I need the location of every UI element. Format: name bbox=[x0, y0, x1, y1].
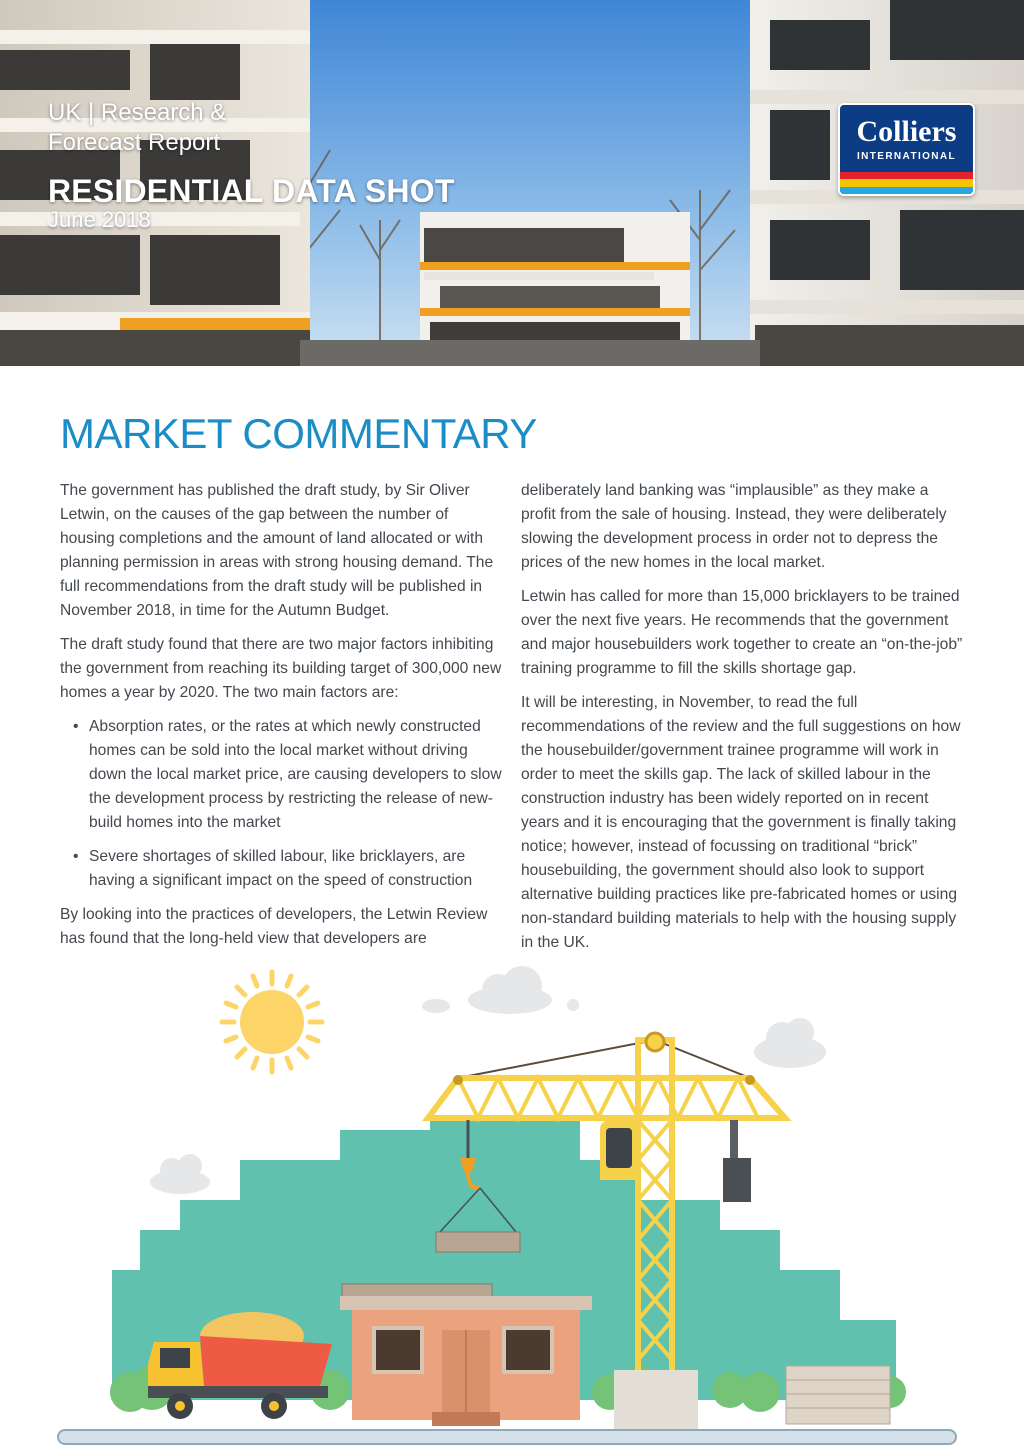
cloud-icon bbox=[754, 1018, 826, 1068]
sun-icon bbox=[222, 972, 322, 1072]
paragraph: It will be interesting, in November, to read the full recommendations of the review and the full suggestions on how the housebuilder/government trainee programme will work in order to meet the skills gap. The lack of skilled labour in the construction industry has been widely reported on in recent years and it is encouraging that the government is finally taking notice; however, instead of focussing on traditional “brick” housebuilding, the government should also look to support alternative building practices like pre-fabricated homes or using non-standard building materials to help with the housing supply in the UK. bbox=[521, 694, 961, 951]
colliers-logo bbox=[838, 103, 975, 196]
report-date: June 2018 bbox=[48, 207, 151, 232]
section-heading: MARKET COMMENTARY bbox=[60, 410, 537, 457]
logo-tagline: INTERNATIONAL bbox=[856, 151, 957, 162]
paragraph: Letwin has called for more than 15,000 bricklayers to be trained over the next five years. He recommends that the government and major housebuilders work together to create an “on-the-job” training programme to fill the skills shortage gap. bbox=[521, 588, 963, 677]
brick-pallet-icon bbox=[786, 1366, 890, 1424]
hero-banner bbox=[0, 0, 1024, 366]
construction-illustration bbox=[40, 960, 984, 1448]
paragraph: The draft study found that there are two major factors inhibiting the government from reaching its building target of 300,000 new homes a year by 2020. The two main factors are: bbox=[60, 636, 502, 701]
commentary-right-column bbox=[521, 479, 967, 965]
house-icon bbox=[340, 1296, 592, 1426]
cloud-icon bbox=[422, 966, 579, 1014]
paragraph: By looking into the practices of developers, the Letwin Review has found that the long-held view that developers are bbox=[60, 906, 488, 947]
paragraph: The government has published the draft study, by Sir Oliver Letwin, on the causes of the gap between the number of housing completions and the amount of land allocated or with planning permission in areas with strong housing demand. The full recommendations from the draft study will be published in November 2018, in time for the Autumn Budget. bbox=[60, 482, 494, 619]
commentary-left-column bbox=[60, 479, 506, 961]
paragraph: deliberately land banking was “implausible” as they make a profit from the sale of housing. Instead, they were deliberately slowing the development process in order not to depress the prices of the new homes in the local market. bbox=[521, 482, 947, 571]
list-item: • Absorption rates, or the rates at which newly constructed homes can be sold into the local market without driving down the local market price, are causing developers to slow the development process by restricting the release of new-build homes into the market bbox=[60, 715, 506, 835]
logo-name: Colliers bbox=[856, 115, 957, 148]
list-item: • Severe shortages of skilled labour, like bricklayers, are having a significant impact on the speed of construction bbox=[60, 845, 506, 893]
logo-stripes bbox=[840, 172, 973, 194]
report-title: RESIDENTIAL DATA SHOT bbox=[48, 173, 455, 209]
report-series-label: UK | Research & Forecast Report bbox=[48, 99, 227, 156]
factor-list bbox=[60, 715, 506, 893]
hero-text-block bbox=[48, 98, 455, 232]
